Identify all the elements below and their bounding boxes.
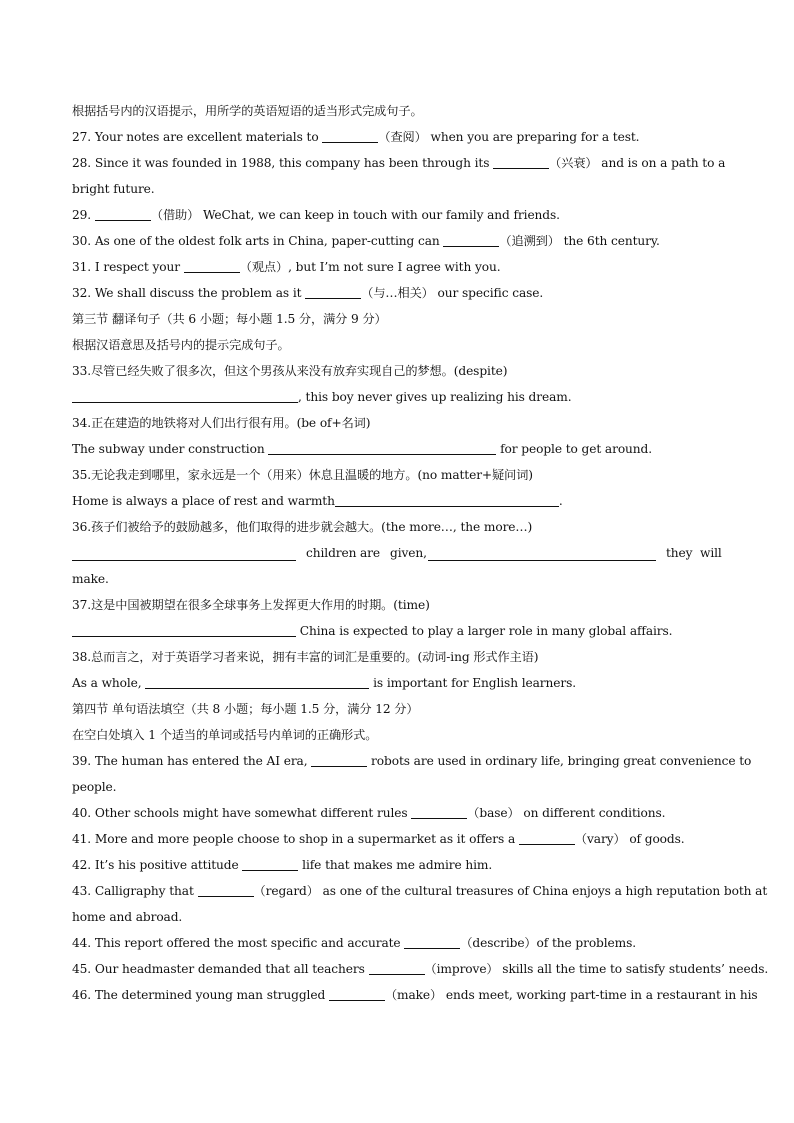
question-36-continued: make.	[72, 572, 109, 586]
hint-text: （describe）	[460, 936, 537, 950]
question-27	[72, 124, 722, 150]
question-44	[72, 930, 722, 956]
answer-blank[interactable]	[369, 961, 425, 975]
question-34-answer	[72, 436, 722, 462]
question-text: children	[306, 546, 357, 560]
question-text: of goods.	[625, 832, 685, 846]
answer-blank[interactable]	[268, 441, 496, 455]
question-text: life that makes me admire him.	[298, 858, 493, 872]
question-text: 39. The human has entered the AI era,	[72, 754, 312, 768]
section-title: 第三节 翻译句子（共 6 小题；每小题 1.5 分，满分 9 分）	[72, 312, 387, 326]
exam-page	[72, 98, 769, 1008]
answer-blank[interactable]	[519, 831, 575, 845]
question-text: , this boy never gives up realizing his dream.	[298, 390, 572, 404]
question-text: on different conditions.	[519, 806, 666, 820]
question-text: .	[558, 494, 563, 508]
question-text: 41. More and more people choose to shop in a supermarket as it offers a	[72, 832, 519, 846]
question-text: 40. Other schools might have somewhat different rules	[72, 806, 412, 820]
question-text: 44. This report offered the most specific and accurate	[72, 936, 405, 950]
hint-text: （vary）	[574, 832, 626, 846]
question-text: The subway under construction	[72, 442, 269, 456]
question-text: as one of the cultural treasures of China enjoys a high reputation both at	[318, 884, 768, 898]
question-text: 46. The determined young man struggled	[72, 988, 329, 1002]
answer-blank[interactable]	[242, 857, 298, 871]
question-43	[72, 878, 768, 904]
question-text: is important for English learners.	[369, 676, 577, 690]
hint-text: （观点）	[239, 260, 289, 274]
answer-blank[interactable]	[411, 805, 467, 819]
question-text: 45. Our headmaster demanded that all teachers	[72, 962, 369, 976]
answer-blank[interactable]	[145, 675, 369, 689]
question-36-prompt: 36.孩子们被给予的鼓励越多，他们取得的进步就会越大。(the more…, the more…)	[72, 520, 533, 534]
question-text: WeChat, we can keep in touch with our family and friends.	[199, 208, 560, 222]
question-text: the 6th century.	[559, 234, 660, 248]
hint-text: （make）	[384, 988, 443, 1002]
question-text: 42. It’s his positive attitude	[72, 858, 243, 872]
question-34-prompt: 34.正在建造的地铁将对人们出行很有用。(be of+名词)	[72, 416, 371, 430]
question-text: and is on a path to a	[597, 156, 726, 170]
question-text: 31. I respect your	[72, 260, 184, 274]
question-42	[72, 852, 722, 878]
hint-text: （improve）	[424, 962, 499, 976]
question-text: given,	[390, 546, 427, 560]
question-38-prompt: 38.总而言之，对于英语学习者来说，拥有丰富的词汇是重要的。(动词-ing 形式作主语)	[72, 650, 539, 664]
answer-blank[interactable]	[311, 753, 367, 767]
question-38-answer	[72, 670, 722, 696]
question-text: 43. Calligraphy that	[72, 884, 198, 898]
question-45	[72, 956, 769, 982]
question-33-answer	[72, 384, 722, 410]
answer-blank[interactable]	[335, 493, 559, 507]
instruction-text: 根据汉语意思及括号内的提示完成句子。	[72, 338, 290, 352]
question-36-answer	[72, 540, 722, 566]
question-32	[72, 280, 722, 306]
hint-text: （regard）	[253, 884, 319, 898]
question-29	[72, 202, 722, 228]
question-39	[72, 748, 752, 774]
question-31	[72, 254, 722, 280]
question-text: 32. We shall discuss the problem as it	[72, 286, 306, 300]
question-28-continued: bright future.	[72, 182, 155, 196]
question-text: ends meet, working part-time in a restaurant in his	[442, 988, 758, 1002]
answer-blank[interactable]	[329, 987, 385, 1001]
question-37-prompt: 37.这是中国被期望在很多全球事务上发挥更大作用的时期。(time)	[72, 598, 430, 612]
answer-blank[interactable]	[305, 285, 361, 299]
instruction-text: 根据括号内的汉语提示，用所学的英语短语的适当形式完成句子。	[72, 104, 423, 118]
question-text: 30. As one of the oldest folk arts in China, paper-cutting can	[72, 234, 444, 248]
answer-blank[interactable]	[322, 129, 378, 143]
hint-text: （base）	[467, 806, 520, 820]
answer-blank[interactable]	[493, 155, 549, 169]
question-text: our specific case.	[433, 286, 544, 300]
instruction-text: 在空白处填入 1 个适当的单词或括号内单词的正确形式。	[72, 728, 378, 742]
question-text: will	[700, 546, 722, 560]
answer-blank[interactable]	[72, 623, 296, 637]
question-text: are	[360, 546, 381, 560]
answer-blank[interactable]	[95, 207, 151, 221]
question-text: they	[666, 546, 693, 560]
question-text: As a whole,	[72, 676, 146, 690]
question-40	[72, 800, 722, 826]
question-30	[72, 228, 722, 254]
question-46	[72, 982, 758, 1008]
question-text: 28. Since it was founded in 1988, this company has been through its	[72, 156, 494, 170]
hint-text: （查阅）	[378, 130, 427, 144]
answer-blank[interactable]	[198, 883, 254, 897]
question-text: 27. Your notes are excellent materials to	[72, 130, 323, 144]
answer-blank[interactable]	[72, 389, 298, 403]
question-text: , but I’m not sure I agree with you.	[288, 260, 501, 274]
question-37-answer	[72, 618, 722, 644]
answer-blank[interactable]	[404, 935, 460, 949]
question-text: when you are preparing for a test.	[426, 130, 640, 144]
answer-blank[interactable]	[72, 547, 296, 561]
question-text: robots are used in ordinary life, bringing great convenience to	[367, 754, 752, 768]
question-text: China is expected to play a larger role in many global affairs.	[296, 624, 673, 638]
question-text: skills all the time to satisfy students’ needs.	[498, 962, 769, 976]
question-39-continued: people.	[72, 780, 117, 794]
question-text: 29.	[72, 208, 95, 222]
question-41	[72, 826, 722, 852]
question-35-prompt: 35.无论我走到哪里，家永远是一个（用来）休息且温暖的地方。(no matter+疑问词)	[72, 468, 533, 482]
answer-blank[interactable]	[184, 259, 240, 273]
hint-text: （借助）	[150, 208, 200, 222]
hint-text: （兴衰）	[549, 156, 598, 170]
question-text: Home is always a place of rest and warmth	[72, 494, 335, 508]
hint-text: （与…相关）	[361, 286, 434, 300]
question-43-continued: home and abroad.	[72, 910, 183, 924]
question-text: of the problems.	[536, 936, 637, 950]
question-33-prompt: 33.尽管已经失败了很多次，但这个男孩从来没有放弃实现自己的梦想。(despite)	[72, 364, 508, 378]
answer-blank[interactable]	[443, 233, 499, 247]
answer-blank[interactable]	[428, 547, 656, 561]
hint-text: （追溯到）	[499, 234, 560, 248]
question-28	[72, 150, 726, 176]
question-35-answer	[72, 488, 722, 514]
question-text: for people to get around.	[496, 442, 653, 456]
section-title: 第四节 单句语法填空（共 8 小题；每小题 1.5 分，满分 12 分）	[72, 702, 419, 716]
